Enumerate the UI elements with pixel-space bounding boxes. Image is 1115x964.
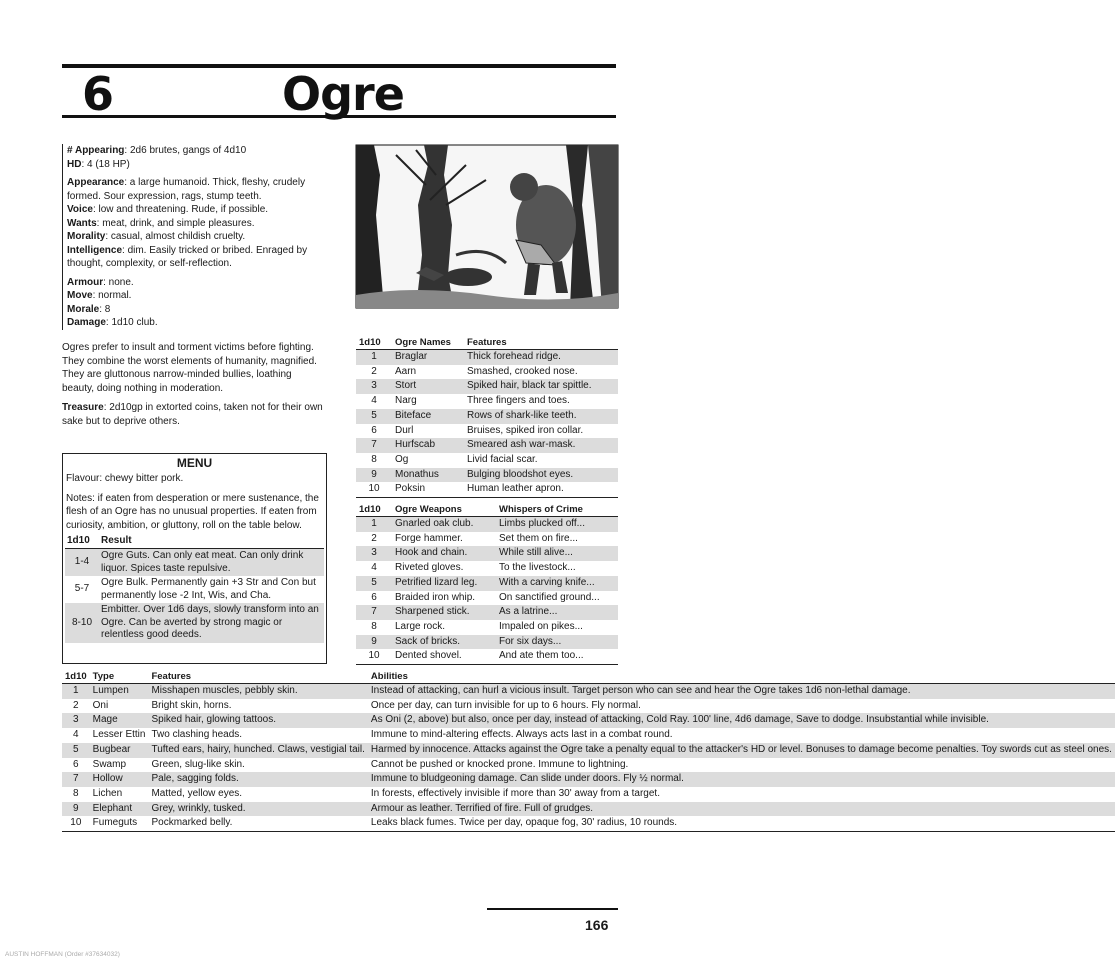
ogre-illustration (356, 145, 618, 308)
table-row: 7 Sharpened stick. As a latrine... (356, 605, 618, 620)
table-row: 8 Og Livid facial scar. (371, 453, 538, 465)
table-row: 10 Dented shovel. And ate them too... (356, 649, 618, 664)
weapons-body (356, 517, 618, 665)
menu-notes: Notes: if eaten from desperation or mere sustenance, the flesh of an Ogre has no unusual properties. If eaten from curiosity, ambition, or gluttony, roll on the table below. (66, 492, 319, 531)
table-row: 1 Lumpen Misshapen muscles, pebbly skin. Instead of attacking, can hurl a vicious insult. Target person who can see and hear the Ogre takes 1d6 non-lethal damage. (62, 684, 1115, 699)
ogre-types-table: 1d10 Type Features Abilities 1 Lumpen Misshapen muscles, pebbly skin. Instead of attacking, can hurl a vicious insult. Target person who can see and hear the Ogre takes 1d6 non-lethal damage. 2 Oni Bright skin, horns. Once per day, can turn invisible for up to 6 hours. Fly normal. 3 Mage Spiked hair, glowing tattoos. As Oni (2, above) but also, once per day, instead of attacking, Cold Ray. 100' line, 4d6 damage, Save to dodge. Insubstantial while invisible. 4 Lesser Ettin Two clashing heads. Immune to mind-altering effects. Always acts last in a combat round. 5 Bugbear Tufted ears, hairy, hunched. Claws, vestigial tail. Harmed by innocence. Attacks against the Ogre take a penalty equal to the attacker's HD or level. Bonuses to damage become penalties. Toy swords cut as steel ones. 6 Swamp Green, slug-like skin. Cannot be pushed or knocked prone. Immune to lightning. 7 Hollow Pale, sagging folds. Immune to bludgeoning damage. Can slide under doors. Fly ½ normal. 8 Lichen Matted, yellow eyes. In forests, effectively invisible if more than 30' away from a target. 9 Elephant Grey, wrinkly, tusked. Armour as leather. Terrified of fire. Full of grudges. 10 Fumeguts Pockmarked belly. Leaks black fumes. Twice per day, opaque fog, 30' radius, 10 rounds. (62, 670, 1115, 832)
table-row: 3 Mage Spiked hair, glowing tattoos. As Oni (2, above) but also, once per day, instead of attacking, Cold Ray. 100' line, 4d6 damage, Save to dodge. Insubstantial while invisible. (62, 713, 1115, 728)
chapter-header (62, 67, 616, 121)
ogre-weapons-table: 1d10 Ogre Weapons Whispers of Crime 1 Gnarled oak club. Limbs plucked off... 2 Forge hammer. Set them on fire... 3 Hook and chain. While still alive... 4 Riveted gloves. To the livestock... 5 Petrified lizard leg. With a carving knife... 6 Braided iron whip. On sanctified ground... 7 Sharpened stick. As a latrine... 8 Large rock. Impaled on pikes... 9 Sack of bricks. For six days... 10 Dented shovel. And ate them too... (356, 503, 618, 665)
table-row: 5-7 Ogre Bulk. Permanently gain +3 Str and Con but permanently lose -2 Int, Wis, and Cha. (74, 577, 316, 601)
watermark: AUSTIN HOFFMAN (Order #37634032) (5, 951, 120, 958)
description (62, 341, 324, 434)
table-row: 6 Durl Bruises, spiked iron collar. (371, 424, 584, 436)
table-row: 1-4 Ogre Guts. Can only eat meat. Can only drink liquor. Spices taste repulsive. (65, 549, 324, 577)
table-row: 9 Monathus Bulging bloodshot eyes. (356, 468, 618, 483)
table-row: 5 Petrified lizard leg. With a carving knife... (356, 576, 618, 591)
table-row: 4 Riveted gloves. To the livestock... (371, 562, 576, 574)
menu-box (62, 453, 327, 664)
menu-title: MENU (176, 456, 213, 470)
menu-col-result: Result (99, 534, 324, 549)
table-row: 5 Biteface Rows of shark-like teeth. (356, 409, 618, 424)
table-row: 8-10 Embitter. Over 1d6 days, slowly transform into an Ogre. Can be averted by strong magic or relentless good deeds. (65, 603, 324, 643)
table-row: 1 Gnarled oak club. Limbs plucked off... (356, 517, 618, 532)
table-row: 6 Swamp Green, slug-like skin. Cannot be pushed or knocked prone. Immune to lightning. (73, 758, 629, 770)
ogre-names-table: 1d10 Ogre Names Features 1 Braglar Thick forehead ridge. 2 Aarn Smashed, crooked nose. 3 Stort Spiked hair, black tar spittle. 4 Narg Three fingers and toes. 5 Biteface Rows of shark-like teeth. 6 Durl Bruises, spiked iron collar. 7 Hurfscab Smeared ash war-mask. 8 Og Livid facial scar. 9 Monathus Bulging bloodshot eyes. 10 Poksin Human leather apron. (356, 336, 618, 498)
table-row: 7 Hurfscab Smeared ash war-mask. (356, 438, 618, 453)
table-row: 2 Forge hammer. Set them on fire... (371, 532, 578, 544)
table-row: 9 Elephant Grey, wrinkly, tusked. Armour as leather. Terrified of fire. Full of grudges. (62, 802, 1115, 817)
types-body (62, 684, 1115, 832)
table-row: 3 Hook and chain. While still alive... (356, 546, 618, 561)
table-row: 2 Oni Bright skin, horns. Once per day, can turn invisible for up to 6 hours. Fly normal. (73, 699, 641, 711)
table-row: 4 Lesser Ettin Two clashing heads. Immune to mind-altering effects. Always acts last in a combat round. (73, 729, 673, 741)
page-number: 166 (585, 917, 609, 933)
table-row: 6 Braided iron whip. On sanctified ground... (371, 591, 600, 603)
table-row: 8 Large rock. Impaled on pikes... (371, 620, 583, 632)
table-row: 8 Lichen Matted, yellow eyes. In forests, effectively invisible if more than 30' away from a target. (73, 787, 660, 799)
table-row: 9 Sack of bricks. For six days... (356, 635, 618, 650)
menu-col-roll: 1d10 (65, 534, 99, 549)
table-row: 4 Narg Three fingers and toes. (371, 395, 570, 407)
menu-table (65, 534, 324, 643)
table-row: 5 Bugbear Tufted ears, hairy, hunched. Claws, vestigial tail. Harmed by innocence. Attacks against the Ogre take a penalty equal to the attacker's HD or level. Bonuses to damage become penalties. Toy swords cut as steel ones. (62, 743, 1115, 758)
treasure-line: Treasure: 2d10gp in extorted coins, taken not for their own sake but to deprive others. (62, 402, 323, 427)
chapter-number: 6 (82, 67, 114, 121)
stat-block: # Appearing: 2d6 brutes, gangs of 4d10 HD: 4 (18 HP) Appearance: a large humanoid. Thick, fleshy, crudely formed. Sour expression, rags, stump teeth. Voice: low and threatening. Rude, if possible. Wants: meat, drink, and simple pleasures. Morality: casual, almost childish cruelty. Intelligence: dim. Easily tricked or bribed. Enraged by thought, complexity, or self-reflection. Armour: none. Move: normal. Morale: 8 Damage: 1d10 club. (62, 144, 324, 330)
footer-rule (487, 908, 618, 910)
table-row: 3 Stort Spiked hair, black tar spittle. (356, 379, 618, 394)
names-body (356, 350, 618, 498)
chapter-title: Ogre (282, 67, 404, 121)
menu-flavour: Flavour: chewy bitter pork. (66, 473, 184, 484)
table-row: 2 Aarn Smashed, crooked nose. (371, 365, 578, 377)
description-paragraph: Ogres prefer to insult and torment victims before fighting. They combine the worst elements of humanity, magnified. They are gluttonous narrow-minded bullies, loathing beauty, doing nothing in moderation. (62, 342, 317, 394)
table-row: 1 Braglar Thick forehead ridge. (356, 350, 618, 365)
table-row: 7 Hollow Pale, sagging folds. Immune to bludgeoning damage. Can slide under doors. Fly ½ normal. (62, 772, 1115, 787)
table-row: 10 Poksin Human leather apron. (356, 482, 618, 497)
table-row: 10 Fumeguts Pockmarked belly. Leaks black fumes. Twice per day, opaque fog, 30' radius, 10 rounds. (62, 816, 1115, 831)
